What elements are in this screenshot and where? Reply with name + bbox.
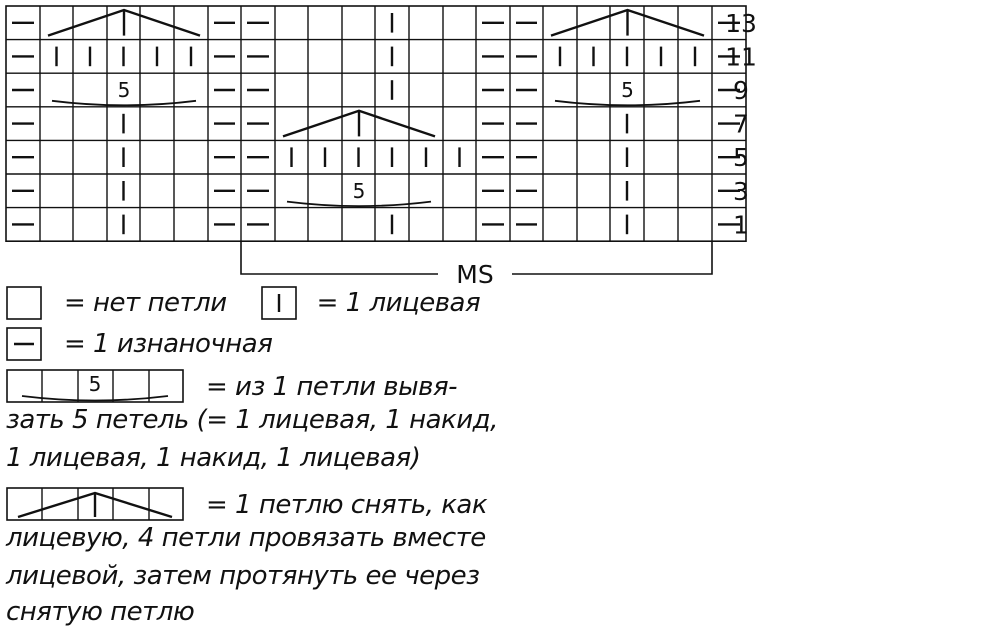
legend-row-3 [6, 369, 457, 405]
row-number: 5 [733, 143, 749, 173]
legend-purl-text: = 1 изнаночная [64, 329, 273, 359]
ms-bracket [241, 241, 712, 289]
row-number: 3 [733, 176, 749, 206]
row-number: 11 [725, 42, 757, 72]
increase-1-to-5-symbol-icon [6, 369, 184, 405]
row-number: 1 [733, 210, 749, 240]
legend-row-4 [6, 487, 487, 523]
legend-decrease-line-4: снятую петлю [6, 597, 195, 627]
chart-symbols [12, 10, 740, 234]
row-number: 13 [725, 8, 757, 38]
legend-row-2 [6, 327, 272, 361]
knitting-chart [0, 0, 1000, 290]
decrease-5-to-1-symbol-icon [6, 487, 184, 523]
increase-1-to-5-label: 5 [621, 78, 634, 102]
legend-decrease-line-3: лицевой, затем протянуть ее через [6, 561, 480, 591]
legend-decrease-text: = 1 петлю снять, как [206, 490, 488, 520]
legend-decrease-line-2: лицевую, 4 петли провязать вместе [6, 523, 486, 553]
increase-symbol-label: 5 [88, 372, 102, 396]
legend-increase-line-2: зать 5 петель (= 1 лицевая, 1 накид, [6, 405, 498, 435]
legend-increase-line-3: 1 лицевая, 1 накид, 1 лицевая) [6, 443, 421, 473]
legend-knit-text: = 1 лицевая [316, 288, 481, 318]
legend-increase-text: = из 1 петли вывя- [206, 372, 457, 402]
row-number: 9 [733, 76, 749, 105]
legend-no-stitch-text: = нет петли [64, 288, 227, 318]
no-stitch-symbol-icon [6, 286, 42, 320]
purl-symbol-icon [6, 327, 42, 361]
legend-row-1 [6, 286, 480, 320]
row-number: 7 [733, 109, 749, 139]
increase-1-to-5-label: 5 [117, 78, 131, 102]
ms-label: MS [456, 260, 494, 289]
knit-symbol-icon [261, 286, 297, 320]
increase-1-to-5-label: 5 [352, 178, 366, 203]
